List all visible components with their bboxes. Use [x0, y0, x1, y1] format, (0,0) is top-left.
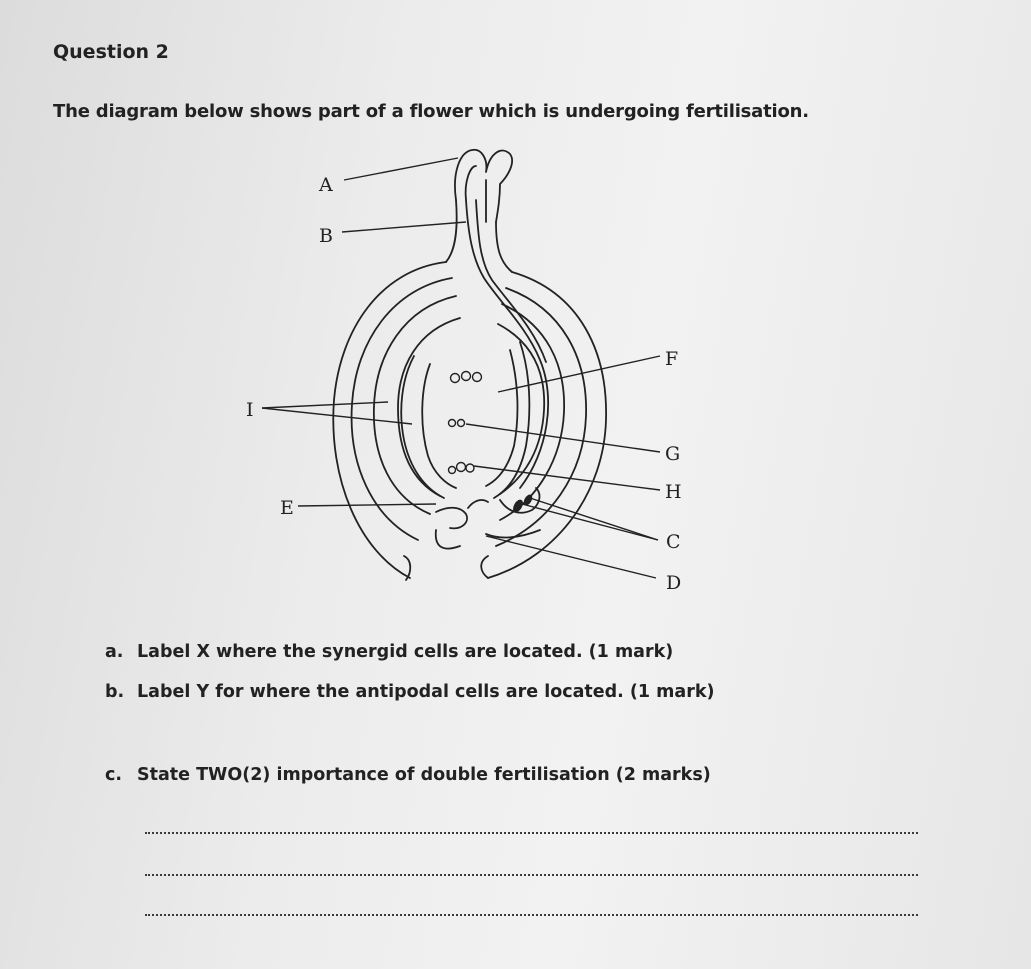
outer-integument-right: [496, 288, 586, 546]
synergid-cell: [449, 467, 456, 474]
micropyle: [436, 500, 488, 528]
style-left-wall: [446, 200, 457, 262]
item-text: Label X where the synergid cells are located. (1 mark): [137, 642, 674, 662]
leader-d: [486, 536, 656, 578]
item-marker: c.: [105, 765, 123, 785]
nucellus-left: [398, 318, 460, 496]
item-text: Label Y for where the antipodal cells are located. (1 mark): [137, 682, 715, 702]
polar-nucleus: [458, 420, 465, 427]
label-h: H: [665, 481, 682, 503]
chalaza-curl: [404, 556, 488, 580]
question-item-a: [105, 642, 673, 662]
item-text-emphasis: TWO(2): [196, 765, 271, 785]
item-text-post: importance of double fertilisation (2 marks): [270, 765, 711, 785]
label-g: G: [665, 443, 681, 465]
item-marker: b.: [105, 682, 125, 702]
item-marker: a.: [105, 642, 124, 662]
polar-nucleus: [449, 420, 456, 427]
item-text-pre: State: [137, 765, 197, 785]
leader-i-lower: [262, 408, 412, 424]
question-item-b: [105, 682, 714, 702]
stigma-outline: [455, 150, 512, 222]
leader-i-upper: [262, 402, 388, 408]
label-c: C: [666, 531, 681, 553]
label-e: E: [280, 497, 294, 519]
question-title: Question 2: [53, 41, 169, 63]
answer-line-1[interactable]: [145, 832, 918, 834]
leader-a: [344, 158, 458, 180]
antipodal-cell: [473, 373, 482, 382]
style-right-wall: [496, 222, 512, 272]
pollen-tube: [466, 200, 548, 488]
label-d: D: [666, 572, 682, 594]
leader-c-upper: [522, 504, 658, 540]
label-a: A: [319, 174, 333, 196]
leader-b: [342, 222, 466, 232]
leader-h: [474, 466, 660, 490]
egg-cell: [457, 463, 466, 472]
leader-c-lower: [530, 498, 658, 540]
question-intro: The diagram below shows part of a flower which is undergoing fertilisation.: [53, 101, 809, 122]
embryo-sac-inner-right: [486, 350, 517, 486]
answer-line-3[interactable]: [145, 914, 918, 916]
label-i: I: [246, 399, 254, 421]
antipodal-cell: [462, 372, 471, 381]
answer-line-2[interactable]: [145, 874, 918, 876]
antipodal-cell: [451, 374, 460, 383]
label-f: F: [665, 348, 679, 370]
question-item-c: [105, 765, 711, 785]
ovary-wall-left: [333, 262, 446, 578]
stigma-inner: [466, 166, 486, 222]
synergid-cell: [466, 464, 474, 472]
label-b: B: [319, 225, 333, 247]
